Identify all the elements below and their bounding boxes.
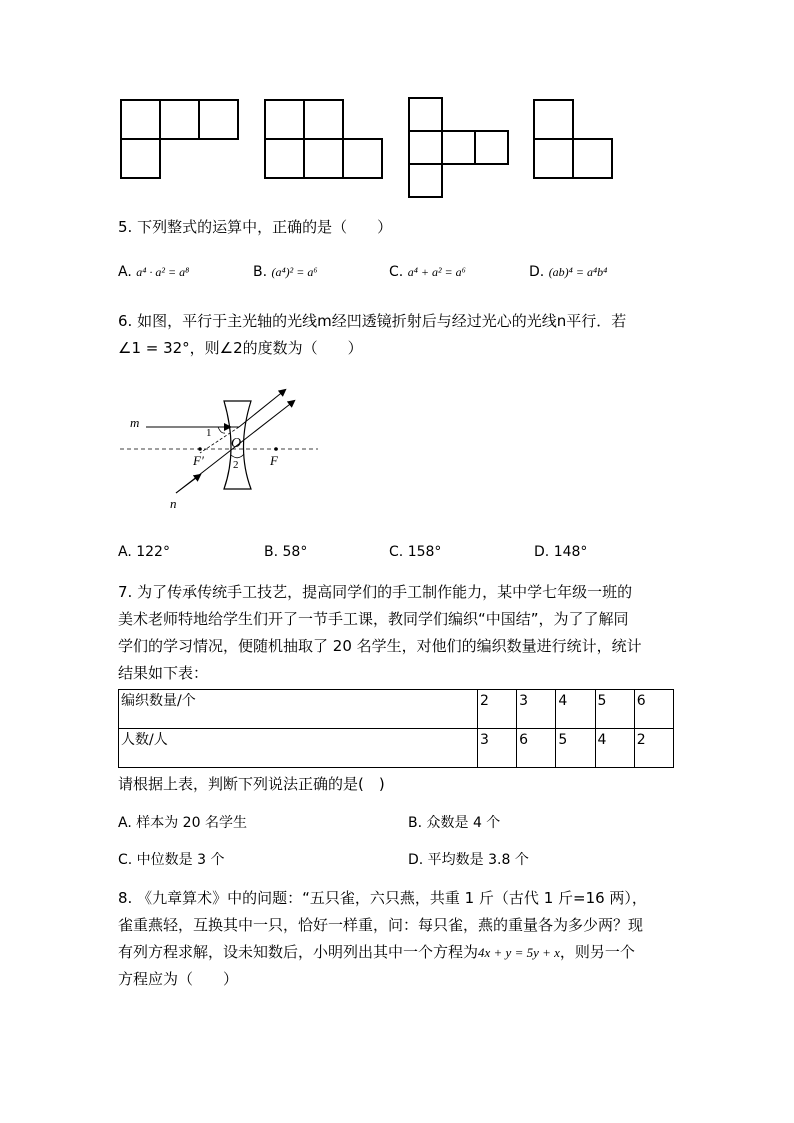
q8-stem-line2: 雀重燕轻，互换其中一只，恰好一样重，问：每只雀，燕的重量各为多少两？现: [118, 916, 644, 934]
label-angle-1: 1: [206, 427, 212, 439]
q5-option-d: D. (ab)⁴ = a⁴b⁴: [529, 264, 608, 280]
q7-option-b: B. 众数是 4 个: [408, 815, 501, 831]
label-m: m: [130, 415, 140, 430]
net-4: [534, 100, 612, 178]
net-2: [265, 100, 382, 178]
table-row: [119, 729, 674, 768]
ray-m-refracted: [239, 390, 285, 427]
q6-stem-line1: 6. 如图，平行于主光轴的光线m经凹透镜折射后与经过光心的光线n平行．若: [118, 312, 627, 330]
q7-option-d: D. 平均数是 3.8 个: [408, 852, 529, 868]
table-cell: 5: [595, 690, 634, 729]
q8-stem-line3: 有列方程求解，设未知数后，小明列出其中一个方程为4x + y = 5y + x，则另一个: [118, 943, 635, 961]
table-cell: 6: [634, 690, 673, 729]
focal-point-left: [198, 447, 202, 451]
q6-option-c: C. 158°: [389, 544, 442, 560]
q7-prompt: 请根据上表，判断下列说法正确的是( ): [118, 775, 385, 793]
q5-option-b: B. (a⁴)² = a⁶: [253, 264, 318, 280]
q6-option-a: A. 122°: [118, 544, 170, 560]
q6-stem-line2: ∠1 = 32°，则∠2的度数为（ ）: [118, 339, 363, 357]
label-n: n: [170, 496, 177, 511]
q7-stem-line4: 结果如下表：: [118, 664, 209, 682]
q7-stem-line2: 美术老师特地给学生们开了一节手工课，教同学们编织“中国结”，为了了解同: [118, 610, 629, 628]
q6-option-b: B. 58°: [264, 544, 308, 560]
net-1: [121, 100, 238, 178]
table-cell: 4: [556, 690, 595, 729]
table-cell: 2: [634, 729, 673, 768]
table-cell: 3: [517, 690, 556, 729]
focal-point-right: [274, 447, 278, 451]
q7-stem-line3: 学们的学习情况，便随机抽取了 20 名学生，对他们的编织数量进行统计，统计: [118, 637, 642, 655]
q7-option-c: C. 中位数是 3 个: [118, 852, 225, 868]
q5-stem: 5. 下列整式的运算中，正确的是（ ）: [118, 218, 393, 236]
table-cell: 6: [517, 729, 556, 768]
table-row-header: 人数/人: [119, 729, 478, 768]
label-F: F: [270, 453, 278, 468]
table-cell: 5: [556, 729, 595, 768]
q5-option-c: C. a⁴ + a² = a⁶: [389, 264, 466, 280]
q8-stem-line1: 8. 《九章算术》中的问题：“五只雀，六只燕，共重 1 斤（古代 1 斤=16 两），: [118, 889, 647, 907]
table-cell: 3: [477, 729, 516, 768]
net-3: [409, 98, 508, 197]
label-angle-2: 2: [233, 459, 239, 471]
q5-option-a: A. a⁴ · a² = a⁸: [118, 264, 190, 280]
q7-option-a: A. 样本为 20 名学生: [118, 815, 247, 831]
table-row: [119, 690, 674, 729]
table-cell: 4: [595, 729, 634, 768]
lens-figure: [118, 385, 328, 515]
label-O: O: [231, 436, 242, 451]
q8-stem-line4: 方程应为（ ）: [118, 970, 239, 988]
label-F-prime: F′: [193, 453, 204, 468]
q7-stem-line1: 7. 为了传承传统手工技艺，提高同学们的手工制作能力，某中学七年级一班的: [118, 583, 633, 601]
table-row-header: 编织数量/个: [119, 690, 478, 729]
nets-figure: [110, 92, 630, 204]
q8-equation: 4x + y = 5y + x: [478, 945, 560, 960]
q6-option-d: D. 148°: [534, 544, 588, 560]
table-cell: 2: [477, 690, 516, 729]
q7-data-table: [118, 689, 674, 768]
